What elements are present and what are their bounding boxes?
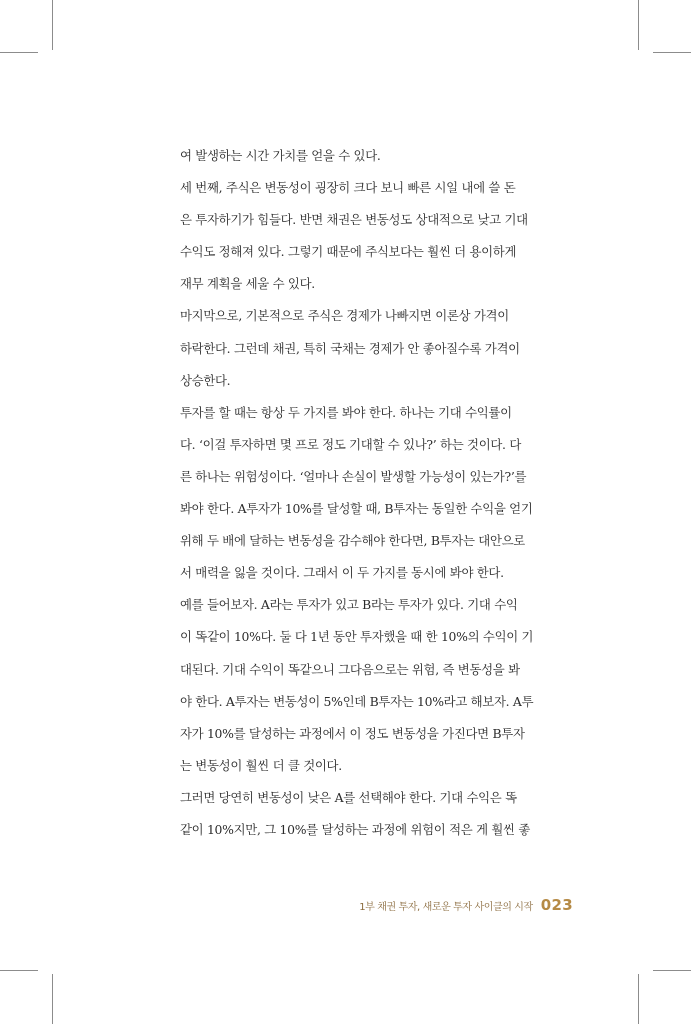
text-line: 자가 10%를 달성하는 과정에서 이 정도 변동성을 가진다면 B투자 xyxy=(180,725,525,741)
text-line: 서 매력을 잃을 것이다. 그래서 이 두 가지를 동시에 봐야 한다. xyxy=(180,565,504,581)
text-line: 이 똑같이 10%다. 둘 다 1년 동안 투자했을 때 한 10%의 수익이 기 xyxy=(180,629,534,645)
body-text xyxy=(180,140,576,846)
text-line: 예를 들어보자. A라는 투자가 있고 B라는 투자가 있다. 기대 수익 xyxy=(180,597,518,613)
text-line: 하락한다. 그런데 채권, 특히 국채는 경제가 안 좋아질수록 가격이 xyxy=(180,340,520,356)
crop-mark-top-left-vertical xyxy=(52,0,53,50)
crop-mark-bottom-left-horizontal xyxy=(0,970,38,971)
text-line: 수익도 정해져 있다. 그렇기 때문에 주식보다는 훨씬 더 용이하게 xyxy=(180,244,517,260)
text-line: 투자를 할 때는 항상 두 가지를 봐야 한다. 하나는 기대 수익률이 xyxy=(180,404,512,420)
text-line: 세 번째, 주식은 변동성이 굉장히 크다 보니 빠른 시일 내에 쓸 돈 xyxy=(180,180,516,196)
crop-mark-bottom-right-horizontal xyxy=(653,970,691,971)
crop-mark-top-left-horizontal xyxy=(0,52,38,53)
crop-mark-bottom-left-vertical xyxy=(52,974,53,1024)
text-line: 야 한다. A투자는 변동성이 5%인데 B투자는 10%라고 해보자. A투 xyxy=(180,693,534,709)
page-number: 023 xyxy=(540,896,573,914)
text-line: 른 하나는 위험성이다. ‘얼마나 손실이 발생할 가능성이 있는가?’를 xyxy=(180,468,527,484)
text-line: 여 발생하는 시간 가치를 얻을 수 있다. xyxy=(180,148,381,163)
running-chapter-title: 1부 채권 투자, 새로운 투자 사이클의 시작 xyxy=(359,902,533,913)
text-line: 재무 계획을 세울 수 있다. xyxy=(180,276,315,292)
text-line: 대된다. 기대 수익이 똑같으니 그다음으로는 위험, 즉 변동성을 봐 xyxy=(180,661,520,677)
text-line: 는 변동성이 훨씬 더 클 것이다. xyxy=(180,757,342,773)
crop-mark-top-right-horizontal xyxy=(653,52,691,53)
text-line: 마지막으로, 기본적으로 주식은 경제가 나빠지면 이론상 가격이 xyxy=(180,308,509,324)
text-line: 봐야 한다. A투자가 10%를 달성할 때, B투자는 동일한 수익을 얻기 xyxy=(180,501,533,517)
text-line: 다. ‘이걸 투자하면 몇 프로 정도 기대할 수 있나?’ 하는 것이다. 다 xyxy=(180,436,521,452)
page-footer xyxy=(273,896,573,920)
text-line: 위해 두 배에 달하는 변동성을 감수해야 한다면, B투자는 대안으로 xyxy=(180,533,525,549)
text-line: 그러면 당연히 변동성이 낮은 A를 선택해야 한다. 기대 수익은 똑 xyxy=(180,789,517,805)
crop-mark-bottom-right-vertical xyxy=(638,974,639,1024)
crop-mark-top-right-vertical xyxy=(638,0,639,50)
text-line: 은 투자하기가 힘들다. 반면 채권은 변동성도 상대적으로 낮고 기대 xyxy=(180,212,528,228)
text-line: 같이 10%지만, 그 10%를 달성하는 과정에 위험이 적은 게 훨씬 좋 xyxy=(180,821,531,837)
text-line: 상승한다. xyxy=(180,372,231,388)
